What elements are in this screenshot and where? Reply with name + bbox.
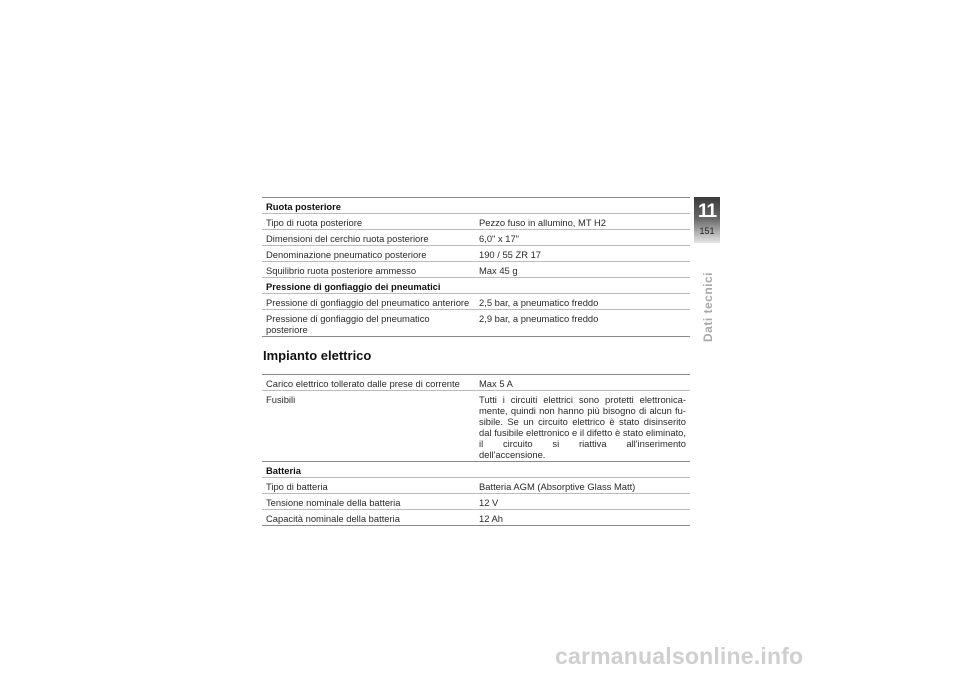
table-row [262, 391, 690, 462]
spec-label: Carico elettrico tollerato dalle prese di corrente [262, 375, 475, 391]
chapter-title: Dati tecnici [701, 271, 715, 342]
spec-label: Pressione di gonfiaggio del pneumatico posteriore [262, 310, 475, 337]
section-heading-row [262, 462, 690, 478]
spec-value: Max 5 A [475, 375, 690, 391]
spec-label: Tensione nominale della batteria [262, 494, 475, 510]
table-row [262, 310, 690, 337]
spec-value: Tutti i circuiti elettrici sono protetti elettronica-mente, quindi non hanno più bisogno di alcun fu-sibile. Se un circuito elettrico è stato disinserito dal fusibile elettronico e il difetto è stato eliminato, il circuito si riattiva all'inserimento dell'accensione. [475, 391, 690, 462]
spec-value: 190 / 55 ZR 17 [475, 246, 690, 262]
spec-label: Denominazione pneumatico posteriore [262, 246, 475, 262]
electrical-table [262, 374, 690, 526]
table-row [262, 262, 690, 278]
spec-content [262, 197, 690, 526]
table-row [262, 478, 690, 494]
spec-label: Pressione di gonfiaggio del pneumatico anteriore [262, 294, 475, 310]
table-row [262, 375, 690, 391]
spec-value: Pezzo fuso in allumino, MT H2 [475, 214, 690, 230]
table-row [262, 246, 690, 262]
table-row [262, 214, 690, 230]
spec-value: 6,0" x 17" [475, 230, 690, 246]
spec-label: Fusibili [262, 391, 475, 462]
spec-value: 12 V [475, 494, 690, 510]
spec-value: 2,5 bar, a pneumatico freddo [475, 294, 690, 310]
wheel-tire-table [262, 197, 690, 337]
chapter-tab [694, 197, 720, 243]
table-row [262, 510, 690, 526]
chapter-number: 11 [697, 201, 717, 222]
rear-wheel-heading: Ruota posteriore [262, 198, 690, 214]
spec-value: Max 45 g [475, 262, 690, 278]
spec-label: Squilibrio ruota posteriore ammesso [262, 262, 475, 278]
spec-value: 12 Ah [475, 510, 690, 526]
section-heading-row [262, 198, 690, 214]
spec-value: Batteria AGM (Absorptive Glass Matt) [475, 478, 690, 494]
spec-label: Tipo di batteria [262, 478, 475, 494]
tire-pressure-heading: Pressione di gonfiaggio dei pneumatici [262, 278, 690, 294]
table-row [262, 294, 690, 310]
watermark: carmanualsonline.info [555, 643, 804, 669]
spec-label: Tipo di ruota posteriore [262, 214, 475, 230]
section-title: Impianto elettrico [263, 348, 372, 363]
spec-value: 2,9 bar, a pneumatico freddo [475, 310, 690, 337]
page-number: 151 [699, 226, 715, 236]
spec-label: Dimensioni del cerchio ruota posteriore [262, 230, 475, 246]
section-heading-row [262, 278, 690, 294]
table-row [262, 494, 690, 510]
spec-label: Capacità nominale della batteria [262, 510, 475, 526]
table-row [262, 230, 690, 246]
battery-heading: Batteria [262, 462, 690, 478]
